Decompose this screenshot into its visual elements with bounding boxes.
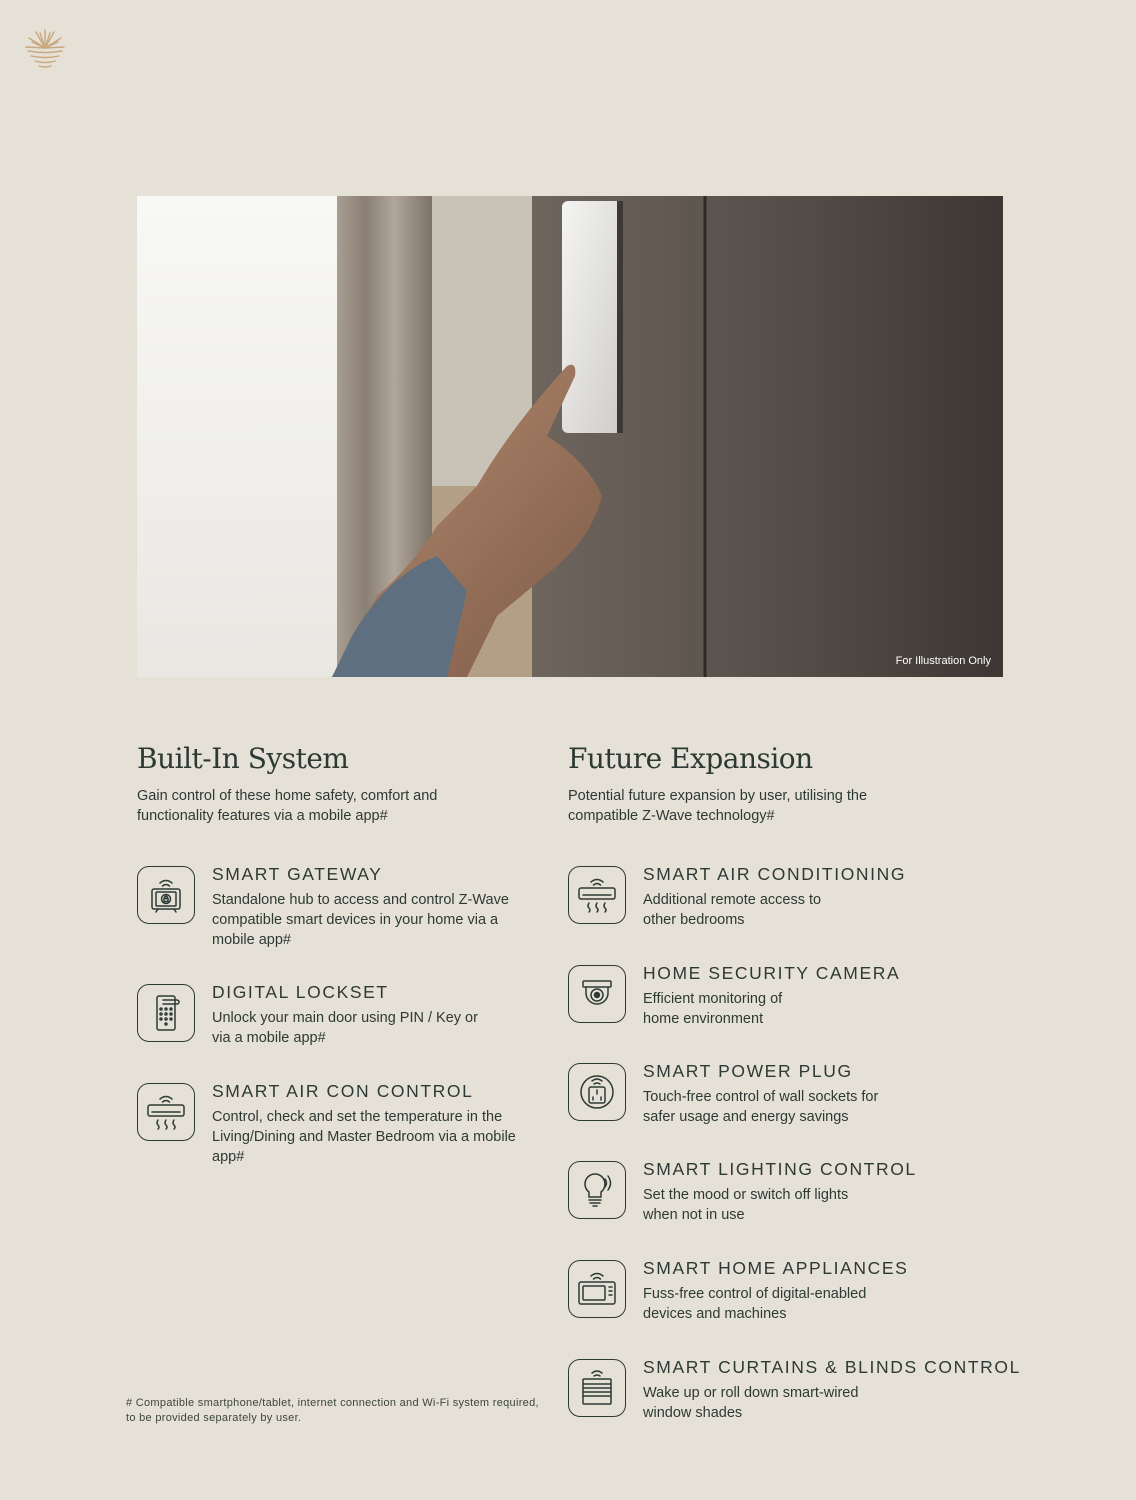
feature-digital-lockset: [137, 984, 492, 1049]
feature-desc: Control, check and set the temperature in the Living/Dining and Master Bedroom via a mobile app#: [212, 1109, 516, 1165]
sun-logo-icon: [24, 28, 66, 70]
feature-desc: Wake up or roll down smart-wired window shades: [643, 1385, 859, 1421]
built-in-system-section: [137, 742, 557, 1165]
footnote: # Compatible smartphone/tablet, internet connection and Wi-Fi system required, to be provided separately by user.: [126, 1397, 539, 1424]
feature-smart-home-appliances: [568, 1260, 908, 1325]
bulb-icon: [568, 1161, 626, 1219]
feature-title: SMART HOME APPLIANCES: [643, 1258, 909, 1278]
feature-smart-gateway: [137, 866, 522, 950]
hero-illustration: [137, 196, 1003, 677]
feature-smart-air-con-control: [137, 1083, 527, 1167]
section-heading: Future Expansion: [568, 742, 813, 775]
feature-desc: Standalone hub to access and control Z-Wave compatible smart devices in your home via a mobile app#: [212, 892, 509, 948]
feature-desc: Set the mood or switch off lights when not in use: [643, 1187, 849, 1223]
feature-smart-lighting-control: [568, 1161, 917, 1226]
feature-title: SMART POWER PLUG: [643, 1061, 853, 1081]
feature-desc: Fuss-free control of digital-enabled devices and machines: [643, 1286, 867, 1322]
feature-desc: Unlock your main door using PIN / Key or via a mobile app#: [212, 1010, 478, 1046]
feature-title: SMART AIR CON CONTROL: [212, 1081, 474, 1101]
microwave-icon: [568, 1260, 626, 1318]
feature-title: SMART GATEWAY: [212, 864, 383, 884]
feature-title: DIGITAL LOCKSET: [212, 982, 389, 1002]
feature-smart-curtains-blinds-control: [568, 1359, 1021, 1424]
illustration-note: For Illustration Only: [895, 655, 991, 667]
feature-title: SMART LIGHTING CONTROL: [643, 1159, 917, 1179]
blinds-icon: [568, 1359, 626, 1417]
feature-title: HOME SECURITY CAMERA: [643, 963, 901, 983]
lockset-icon: [137, 984, 195, 1042]
section-intro: Potential future expansion by user, utilising the compatible Z-Wave technology#: [568, 788, 868, 824]
future-expansion-section: [568, 742, 1028, 1421]
feature-home-security-camera: [568, 965, 900, 1030]
gateway-icon: [137, 866, 195, 924]
plug-icon: [568, 1063, 626, 1121]
feature-desc: Efficient monitoring of home environment: [643, 991, 783, 1027]
aircon-icon: [568, 866, 626, 924]
feature-desc: Touch-free control of wall sockets for safer usage and energy savings: [643, 1089, 879, 1125]
section-heading: Built-In System: [137, 742, 349, 775]
aircon-icon: [137, 1083, 195, 1141]
feature-desc: Additional remote access to other bedrooms: [643, 892, 822, 928]
feature-title: SMART CURTAINS & BLINDS CONTROL: [643, 1357, 1021, 1377]
feature-smart-power-plug: [568, 1063, 903, 1128]
camera-icon: [568, 965, 626, 1023]
hero-image: [137, 196, 1003, 677]
section-intro: Gain control of these home safety, comfort and functionality features via a mobile app#: [137, 788, 438, 824]
feature-smart-air-conditioning: [568, 866, 906, 931]
feature-title: SMART AIR CONDITIONING: [643, 864, 907, 884]
